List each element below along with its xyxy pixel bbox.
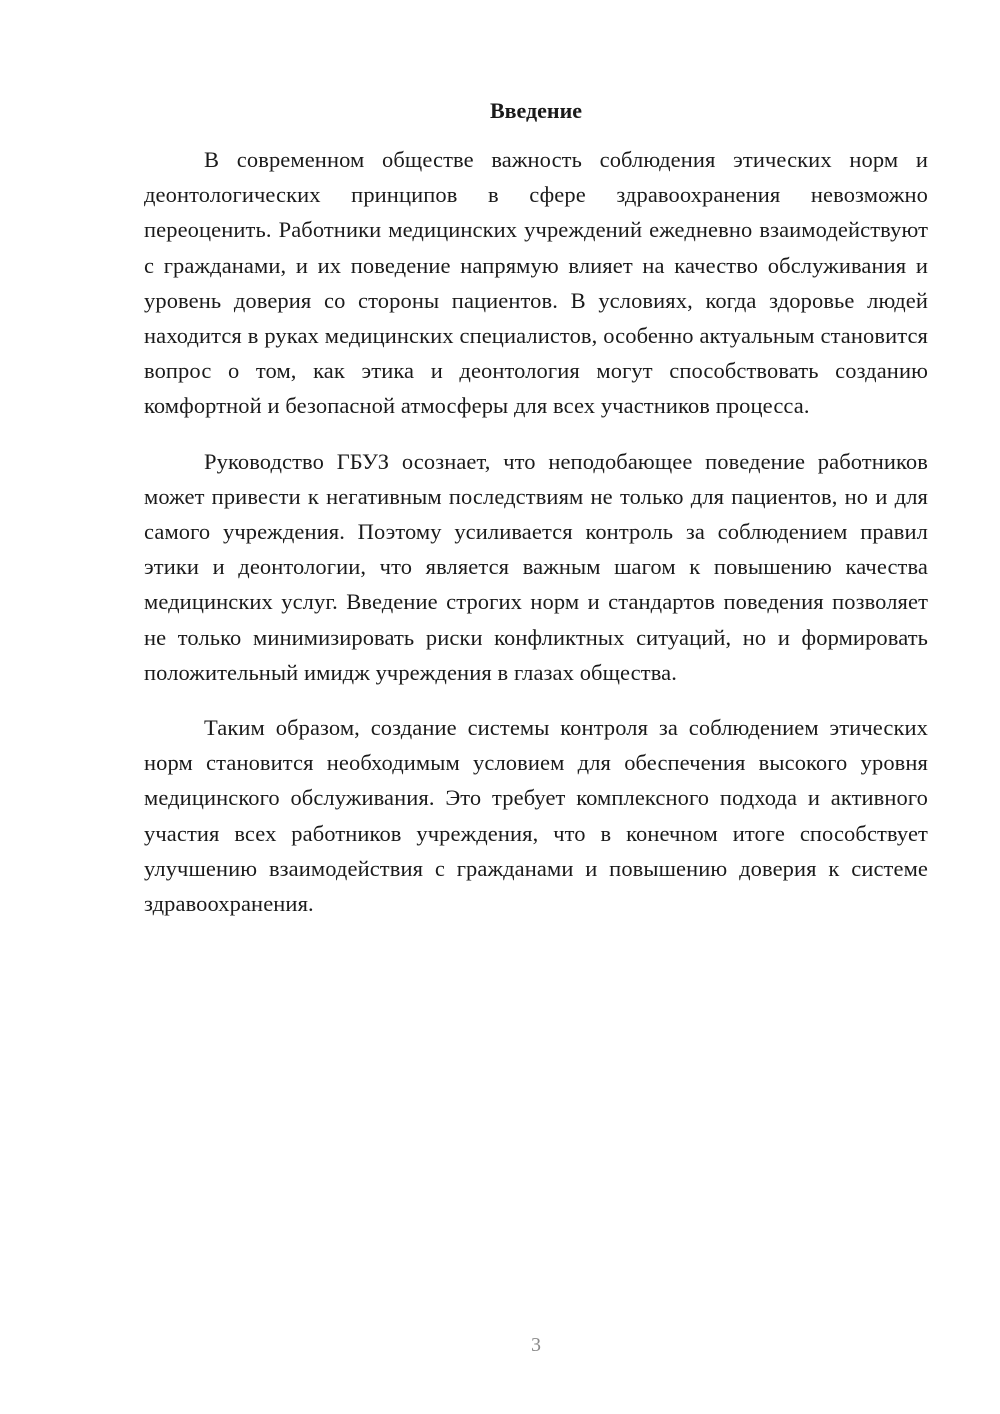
body-text	[144, 142, 928, 941]
page-number: 3	[531, 1334, 541, 1356]
paragraph-3: Таким образом, создание системы контроля за соблюдением этических норм становится необходимым условием для обеспечения высокого уровня медицинского обслуживания. Это требует комплексного подхода и активного участия всех работников учреждения, что в конечном итоге способствует улучшению взаимодействия с гражданами и повышению доверия к системе здравоохранения.	[144, 715, 928, 917]
paragraph-2: Руководство ГБУЗ осознает, что неподобающее поведение работников может привести к негативным последствиям не только для пациентов, но и для самого учреждения. Поэтому усиливается контроль за соблюдением правил этики и деонтологии, что является важным шагом к повышению качества медицинских услуг. Введение строгих норм и стандартов поведения позволяет не только минимизировать риски конфликтных ситуаций, но и формировать положительный имидж учреждения в глазах общества.	[144, 448, 928, 685]
section-heading: Введение	[489, 98, 583, 123]
paragraph-1: В современном обществе важность соблюдения этических норм и деонтологических принципов в сфере здравоохранения невозможно переоценить. Работники медицинских учреждений ежедневно взаимодействуют с гражданами, и их поведение напрямую влияет на качество обслуживания и уровень доверия со стороны пациентов. В условиях, когда здоровье людей находится в руках медицинских специалистов, особенно актуальным становится вопрос о том, как этика и деонтология могут способствовать созданию комфортной и безопасной атмосферы для всех участников процесса.	[144, 147, 928, 419]
